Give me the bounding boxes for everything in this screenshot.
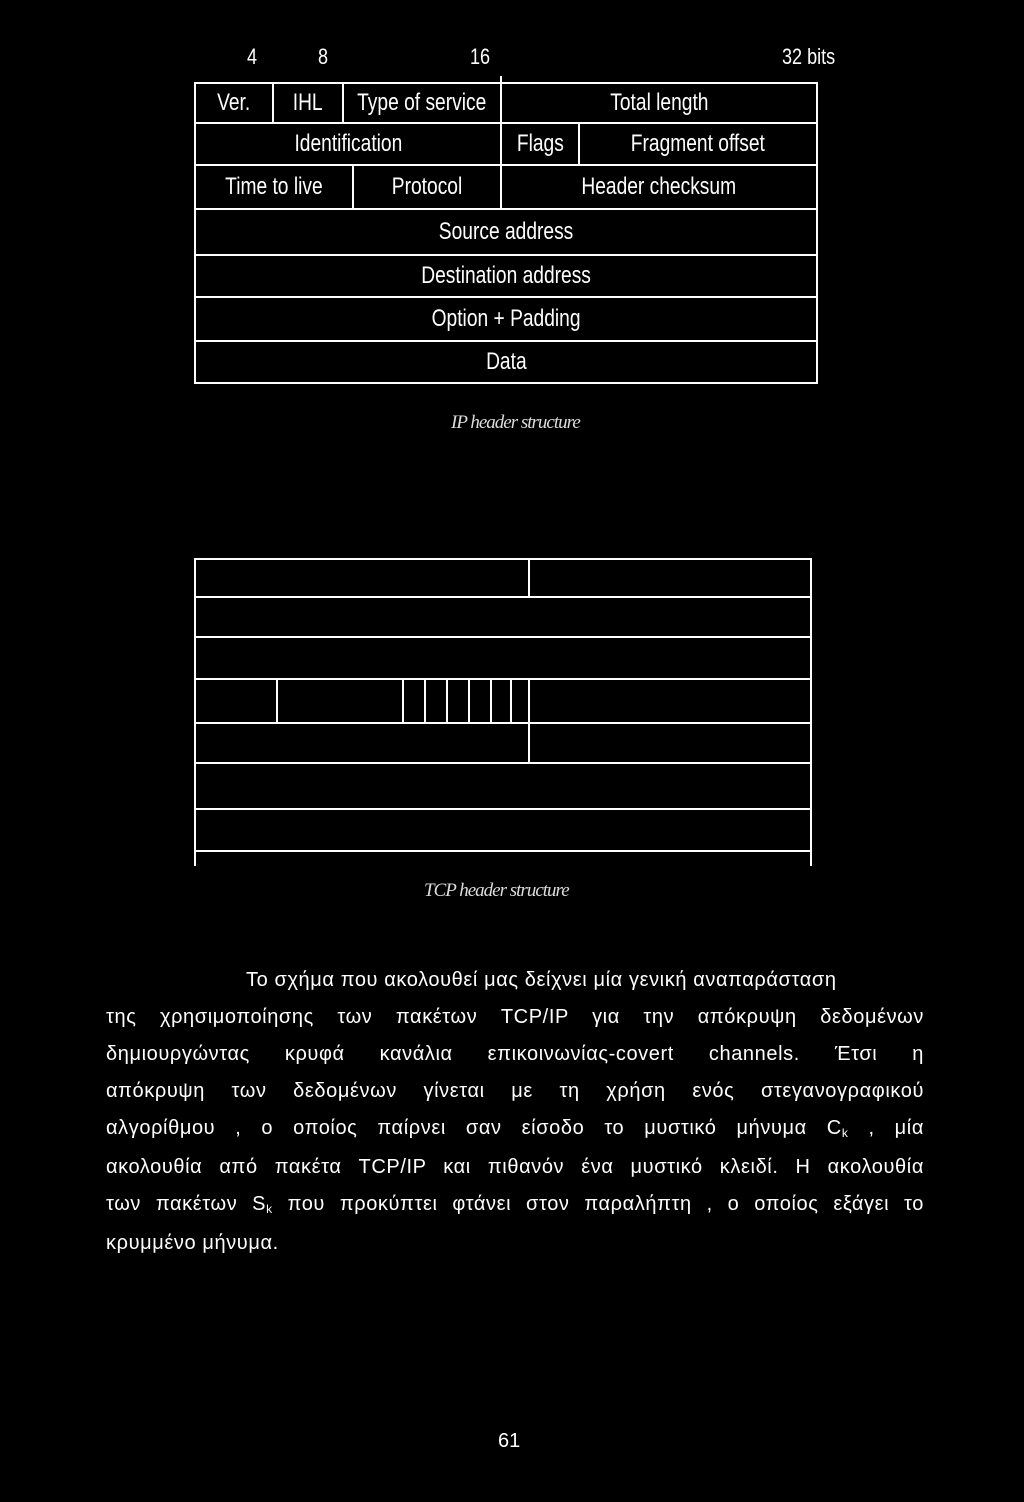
ip-header-diagram [0,0,1024,400]
bit-label-4: 4 [247,44,258,69]
paragraph-line: ακολουθία από πακέτα TCP/IP και πιθανόν ένα μυστικό κλειδί. Η ακολουθία [106,1156,924,1178]
paragraph-line: αλγορίθμου , ο οποίος παίρνει σαν είσοδο το μυστικό μήνυμα $C_k$ , μία [106,1117,924,1140]
field-option-padding: Option + Padding [431,305,581,332]
bit-label-32: 32 bits [782,44,836,69]
bit-label-8: 8 [318,44,329,69]
paragraph-line: Το σχήμα που ακολουθεί μας δείχνει μία γενική αναπαράσταση [246,969,837,991]
tcp-diagram-caption: TCP header structure [424,880,569,901]
field-ver: Ver. [217,89,251,116]
field-flags: Flags [516,130,564,157]
field-source-address: Source address [438,218,574,245]
field-identification: Identification [294,130,402,157]
paragraph-line: κρυμμένο μήνυμα. [106,1232,279,1254]
body-paragraph [106,962,924,1262]
paragraph-line: των πακέτων $S_k$ που προκύπτει φτάνει στον παραλήπτη , ο οποίος εξάγει το [106,1193,924,1216]
tcp-header-diagram [0,540,1024,860]
ip-diagram-caption: IP header structure [451,412,580,433]
field-data: Data [485,348,527,375]
paragraph-line: απόκρυψη των δεδομένων γίνεται με τη χρήση ενός στεγανογραφικού [106,1080,924,1102]
field-time-to-live: Time to live [225,173,323,200]
paragraph-line: της χρησιμοποίησης των πακέτων TCP/IP για την απόκρυψη δεδομένων [106,1006,924,1028]
page-number: 61 [498,1430,521,1452]
field-total-length: Total length [609,89,709,116]
field-destination-address: Destination address [421,262,591,289]
paragraph-line: δημιουργώντας κρυφά κανάλια επικοινωνίας-covert channels. Έτσι η [106,1043,924,1065]
field-ihl: IHL [293,89,323,116]
field-fragment-offset: Fragment offset [630,130,766,157]
bit-label-16: 16 [470,44,491,69]
field-type-of-service: Type of service [357,89,487,116]
field-protocol: Protocol [391,173,463,200]
field-header-checksum: Header checksum [581,173,737,200]
